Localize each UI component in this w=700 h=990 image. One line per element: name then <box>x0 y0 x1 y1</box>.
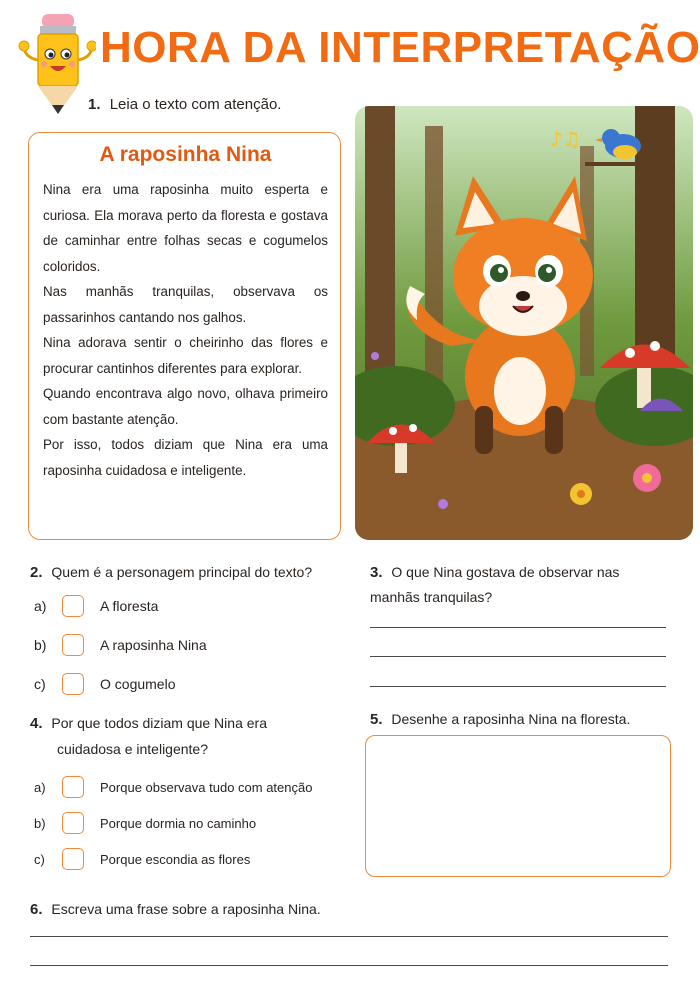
question-text: Quem é a personagem principal do texto? <box>51 564 313 580</box>
answer-line[interactable] <box>370 627 666 628</box>
q4-option-c <box>34 848 250 870</box>
q4-option-a <box>34 776 312 798</box>
answer-line[interactable] <box>370 686 666 687</box>
option-text: Porque escondia as flores <box>100 851 251 867</box>
story-title: A raposinha Nina <box>99 143 272 166</box>
question-number: 4. <box>30 715 43 732</box>
question-3-line-2: manhãs tranquilas? <box>370 589 493 605</box>
option-text: A floresta <box>100 598 159 614</box>
page-title: HORA DA INTERPRETAÇÃO <box>100 23 700 72</box>
question-number: 5. <box>370 711 383 728</box>
question-text: O que Nina gostava de observar nas <box>391 564 620 580</box>
option-letter: c) <box>34 851 45 867</box>
story-paragraph: Por isso, todos diziam que Nina era uma raposinha cuidadosa e inteligente. <box>43 437 328 478</box>
question-6 <box>30 900 321 919</box>
answer-checkbox[interactable] <box>62 634 84 656</box>
story-paragraph: Nina era uma raposinha muito esperta e curiosa. Ela morava perto da floresta e gostava de caminhar entre folhas secas e cogumelos coloridos. <box>43 182 328 274</box>
fox-in-forest-illustration <box>355 106 693 540</box>
q2-option-b <box>34 634 207 656</box>
option-text: Porque observava tudo com atenção <box>100 779 313 795</box>
option-letter: c) <box>34 676 46 692</box>
story-box <box>28 132 341 540</box>
question-number: 1. <box>88 96 101 113</box>
question-number: 3. <box>370 564 383 581</box>
story-paragraph: Quando encontrava algo novo, olhava primeiro com bastante atenção. <box>43 386 328 427</box>
option-letter: a) <box>34 779 46 795</box>
option-text: A raposinha Nina <box>100 637 207 653</box>
answer-checkbox[interactable] <box>62 812 84 834</box>
question-text: Leia o texto com atenção. <box>109 96 282 113</box>
answer-checkbox[interactable] <box>62 673 84 695</box>
answer-line[interactable] <box>30 936 668 937</box>
q4-option-b <box>34 812 256 834</box>
option-text: Porque dormia no caminho <box>100 815 257 831</box>
option-text: O cogumelo <box>100 676 176 692</box>
option-letter: b) <box>34 815 46 831</box>
question-text: Desenhe a raposinha Nina na floresta. <box>391 711 631 727</box>
question-number: 6. <box>30 901 43 918</box>
story-paragraph: Nina adorava sentir o cheirinho das flores e procurar cantinhos diferentes para explorar. <box>43 335 328 376</box>
option-letter: a) <box>34 598 47 614</box>
question-number: 2. <box>30 564 43 581</box>
svg-text:♪♫: ♪♫ <box>550 127 581 151</box>
answer-checkbox[interactable] <box>62 776 84 798</box>
drawing-box[interactable] <box>365 735 671 877</box>
question-5 <box>370 710 630 729</box>
q2-option-a <box>34 595 158 617</box>
answer-checkbox[interactable] <box>62 848 84 870</box>
question-4-line-2: cuidadosa e inteligente? <box>57 741 209 757</box>
question-1 <box>88 96 281 114</box>
pencil-mascot-icon <box>16 10 96 118</box>
option-letter: b) <box>34 637 47 653</box>
question-3 <box>370 563 619 582</box>
answer-checkbox[interactable] <box>62 595 84 617</box>
answer-line[interactable] <box>370 656 666 657</box>
question-text: Por que todos diziam que Nina era <box>51 715 267 731</box>
question-2 <box>30 563 312 582</box>
question-4 <box>30 714 267 733</box>
q2-option-c <box>34 673 175 695</box>
answer-line[interactable] <box>30 965 668 966</box>
story-paragraph: Nas manhãs tranquilas, observava os passarinhos cantando nos galhos. <box>43 284 328 325</box>
question-text: Escreva uma frase sobre a raposinha Nina. <box>51 901 321 917</box>
